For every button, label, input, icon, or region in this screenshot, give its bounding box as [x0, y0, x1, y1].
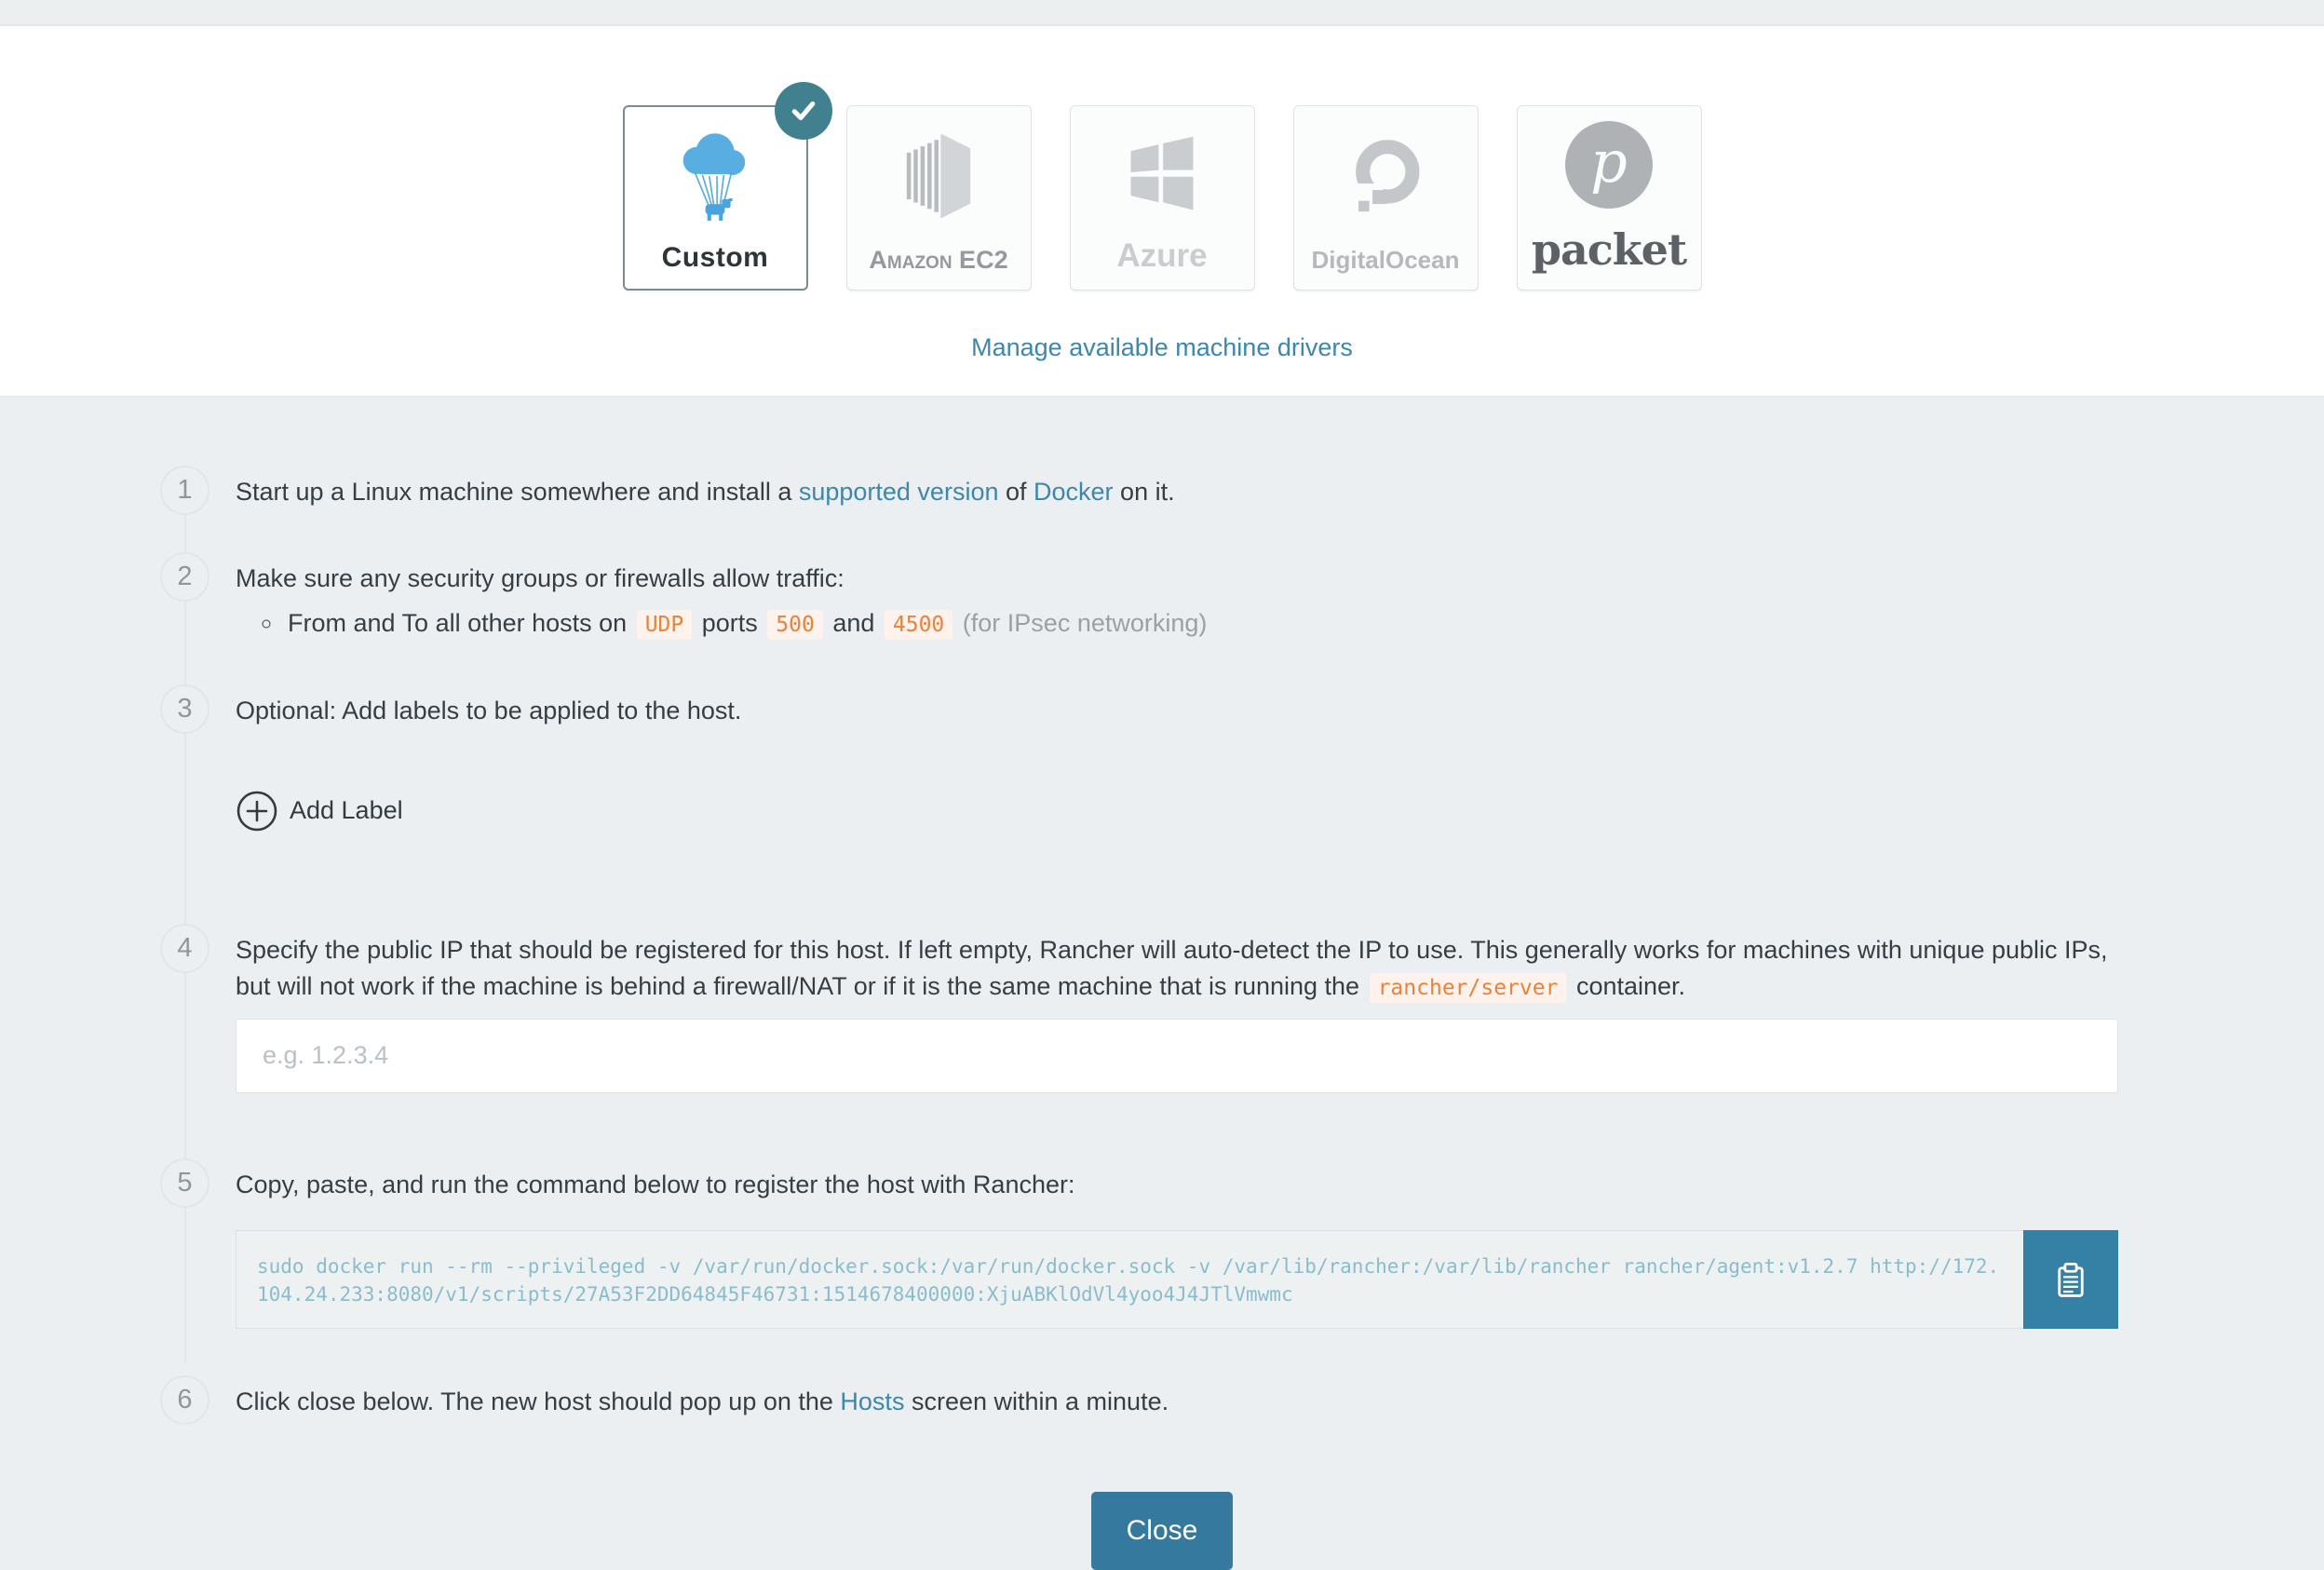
step-2-title: Make sure any security groups or firewalls allow traffic: — [236, 564, 844, 592]
driver-card-label: Custom — [661, 242, 769, 273]
footer-actions — [0, 1492, 2324, 1570]
driver-card-packet[interactable] — [1517, 105, 1702, 291]
firewall-rules-list — [236, 605, 2118, 641]
driver-card-azure[interactable] — [1070, 105, 1255, 291]
port-4500-code-badge: 4500 — [885, 610, 953, 640]
step-4-description: Specify the public IP that should be registered for this host. If left empty, Rancher will auto-detect the IP to use. This generally works for machines with unique public IPs, but will not work if the machine is behind a firewall/NAT or if it is the same machine that is running the rancher/server container. — [236, 932, 2118, 1004]
registration-steps — [0, 397, 2324, 1425]
driver-card-custom[interactable] — [623, 105, 808, 291]
close-button[interactable]: Close — [1091, 1492, 1233, 1570]
docker-link[interactable]: Docker — [1034, 478, 1114, 506]
step-4-number: 4 — [160, 924, 209, 973]
step-3-title: Optional: Add labels to be applied to the host. — [236, 696, 742, 724]
step-5 — [160, 1158, 2128, 1329]
command-row — [236, 1230, 2118, 1329]
packet-logo — [1518, 106, 1701, 224]
selected-check-badge — [775, 82, 832, 140]
azure-logo — [1071, 106, 1254, 237]
step-5-title: Copy, paste, and run the command below to register the host with Rancher: — [236, 1170, 1075, 1198]
copy-command-button[interactable] — [2023, 1230, 2118, 1329]
driver-card-amazon-ec2[interactable] — [846, 105, 1032, 291]
step-1-text: Start up a Linux machine somewhere and install a supported version of Docker on it. — [236, 478, 1175, 506]
step-3-number: 3 — [160, 684, 209, 734]
step-2 — [160, 552, 2128, 642]
step-1 — [160, 466, 2128, 515]
step-3-text — [236, 684, 2118, 843]
driver-card-label: Azure — [1116, 237, 1208, 274]
packet-monogram-circle — [1565, 121, 1653, 209]
ipsec-note: (for IPsec networking) — [962, 609, 1208, 638]
add-label-button-label: Add Label — [290, 796, 403, 825]
driver-card-label: packet — [1531, 224, 1687, 275]
custom-cloud-logo — [625, 107, 806, 242]
amazon-ec2-logo — [847, 106, 1031, 246]
driver-cards-row — [0, 105, 2324, 291]
digitalocean-logo — [1294, 106, 1478, 246]
step-2-number: 2 — [160, 552, 209, 602]
machine-driver-panel — [0, 26, 2324, 397]
udp-code-badge: UDP — [637, 610, 693, 640]
supported-version-link[interactable]: supported version — [798, 478, 999, 506]
manage-machine-drivers-link[interactable]: Manage available machine drivers — [971, 333, 1353, 361]
driver-card-label: DigitalOcean — [1311, 246, 1460, 274]
step-5-text — [236, 1158, 2118, 1329]
step-6-number: 6 — [160, 1375, 209, 1425]
step-4 — [160, 924, 2128, 1093]
port-500-code-badge: 500 — [767, 610, 823, 640]
step-1-number: 1 — [160, 466, 209, 515]
add-label-button[interactable] — [236, 790, 403, 832]
rancher-server-code-badge: rancher/server — [1370, 973, 1567, 1003]
plus-circle-icon — [236, 790, 278, 832]
check-icon — [787, 94, 820, 128]
registration-command[interactable]: sudo docker run --rm --privileged -v /var/run/docker.sock:/var/run/docker.sock -v /var/lib/rancher:/var/lib/rancher rancher/agent:v1.2.7 http://172.104.24.233:8080/v1/scripts/27A53F2DD64845F46731:1514678400000:XjuABKlOdVl4yoo4J4JTlVmwmc — [236, 1230, 2023, 1329]
step-6 — [160, 1375, 2128, 1425]
hosts-link[interactable]: Hosts — [840, 1387, 905, 1416]
driver-card-label: Amazon EC2 — [869, 246, 1008, 274]
step-3 — [160, 684, 2128, 843]
step-2-text — [236, 552, 2118, 642]
top-strip — [0, 0, 2324, 26]
public-ip-input[interactable] — [236, 1019, 2118, 1093]
driver-card-digitalocean[interactable] — [1293, 105, 1479, 291]
step-5-number: 5 — [160, 1158, 209, 1208]
step-6-text: Click close below. The new host should pop up on the Hosts screen within a minute. — [236, 1387, 1169, 1416]
firewall-rule-item: ◦ From and To all other hosts on UDP ports 500 and 4500 (for IPsec networking) — [284, 605, 2118, 641]
step-4-text — [236, 924, 2118, 1093]
clipboard-icon — [2051, 1260, 2090, 1299]
packet-monogram: p — [1590, 128, 1628, 196]
